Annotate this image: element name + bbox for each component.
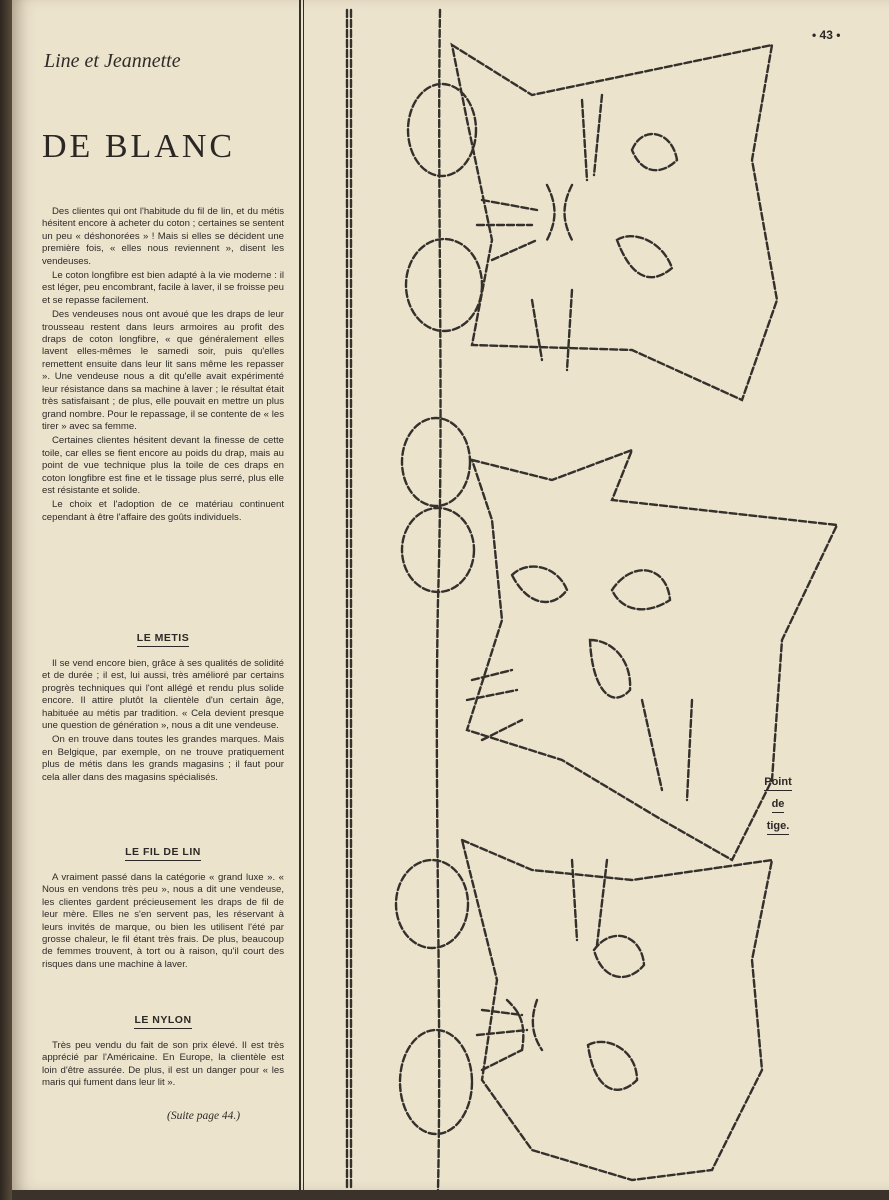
stitch-label-line: Point	[758, 776, 798, 788]
ball-2	[406, 239, 482, 331]
nylon-paragraph: Très peu vendu du fait de son prix élevé. Il est très apprécié par l'Américaine. En Europe, la clientèle est loin d'être assurée. De plus, il est un danger pour « les maris qui fument dans leur lit ».	[42, 1040, 284, 1089]
section-heading-nylon: LE NYLON	[42, 1014, 284, 1026]
column-divider	[299, 0, 305, 1190]
stitch-label-line: tige.	[758, 820, 798, 832]
cat-head-3	[462, 840, 772, 1180]
ball-3	[402, 418, 470, 506]
rubric-title: Line et Jeannette	[44, 50, 181, 72]
ball-5	[396, 860, 468, 948]
vine-stem	[437, 10, 441, 1190]
embroidery-pattern	[332, 0, 872, 1190]
intro-paragraph: Certaines clientes hésitent devant la finesse de cette toile, car elles se fient encore au poids du drap, mais au point de vue technique plus la toile de ces draps en coton longfibre est fine et le tissage plus serré, plus elle est résistante et solide.	[42, 435, 284, 496]
book-spine	[0, 0, 12, 1200]
metis-text	[42, 658, 284, 784]
intro-paragraph: Le choix et l'adoption de ce matériau continuent cependant à être l'affaire des goûts individuels.	[42, 499, 284, 523]
ball-6	[400, 1030, 472, 1134]
metis-paragraph: On en trouve dans toutes les grandes marques. Mais en Belgique, par exemple, on ne trouve pratiquement plus de métis dans les grands magasins ; il faut pour cela aller dans des magasins spécialisés.	[42, 734, 284, 783]
section-heading-metis: LE METIS	[42, 632, 284, 644]
continued-note: (Suite page 44.)	[167, 1110, 241, 1122]
intro-text	[42, 206, 284, 524]
nylon-text	[42, 1040, 284, 1090]
metis-paragraph: Il se vend encore bien, grâce à ses qualités de solidité et de durée ; il est, lui aussi, très amélioré par certains progrès techniques qui l'ont allégé et rendu plus solide encore. Il attire plutôt la clientèle d'un certain âge, habituée au métis par tradition. « Cela devient presque une question de génération », nous a dit une vendeuse.	[42, 658, 284, 732]
stitch-label-line: de	[758, 798, 798, 810]
page-number: • 43 •	[812, 28, 841, 42]
magazine-page	[12, 0, 889, 1190]
stitch-label	[758, 776, 798, 842]
lin-paragraph: A vraiment passé dans la catégorie « grand luxe ». « Nous en vendons très peu », nous a dit une vendeuse, les clientes gardent précieusement les draps de fil de leur mère. Elles ne s'en servent pas, les réservant à leurs invités de marque, ou bien les utilisent l'été par grosse chaleur, le fil étant très frais. De plus, beaucoup de femmes trouvent, à tort ou à raison, qu'il court des risques dans une machine à laver.	[42, 872, 284, 970]
cat-head-1	[452, 45, 777, 400]
section-heading-lin: LE FIL DE LIN	[42, 846, 284, 858]
intro-paragraph: Des clientes qui ont l'habitude du fil de lin, et du métis hésitent encore à acheter du coton ; certaines se sentent un peu « déshonorées » ! Mais si elles se décident une première fois, « elles nous reviennent », disent les vendeuses.	[42, 206, 284, 267]
ball-1	[408, 84, 476, 176]
intro-paragraph: Le coton longfibre est bien adapté à la vie moderne : il est léger, peu encombrant, facile à laver, il se froisse peu et se repasse facilement.	[42, 270, 284, 306]
article-title: DE BLANC	[42, 128, 236, 165]
lin-text	[42, 872, 284, 971]
intro-paragraph: Des vendeuses nous ont avoué que les draps de leur trousseau restent dans leurs armoires au profit des draps de coton longfibre, « que généralement elles lavent elles-mêmes le samedi soir, puis qu'elles remettent ensuite dans leur lit sans même les repasser ». Une vendeuse nous a dit qu'elle avait expérimenté leur résistance dans sa machine à laver ; le résultat était très satisfaisant ; de plus, elle pouvait en mettre un plus grand nombre. Pour le repassage, il se contente de « les tirer » avec sa femme.	[42, 309, 284, 432]
